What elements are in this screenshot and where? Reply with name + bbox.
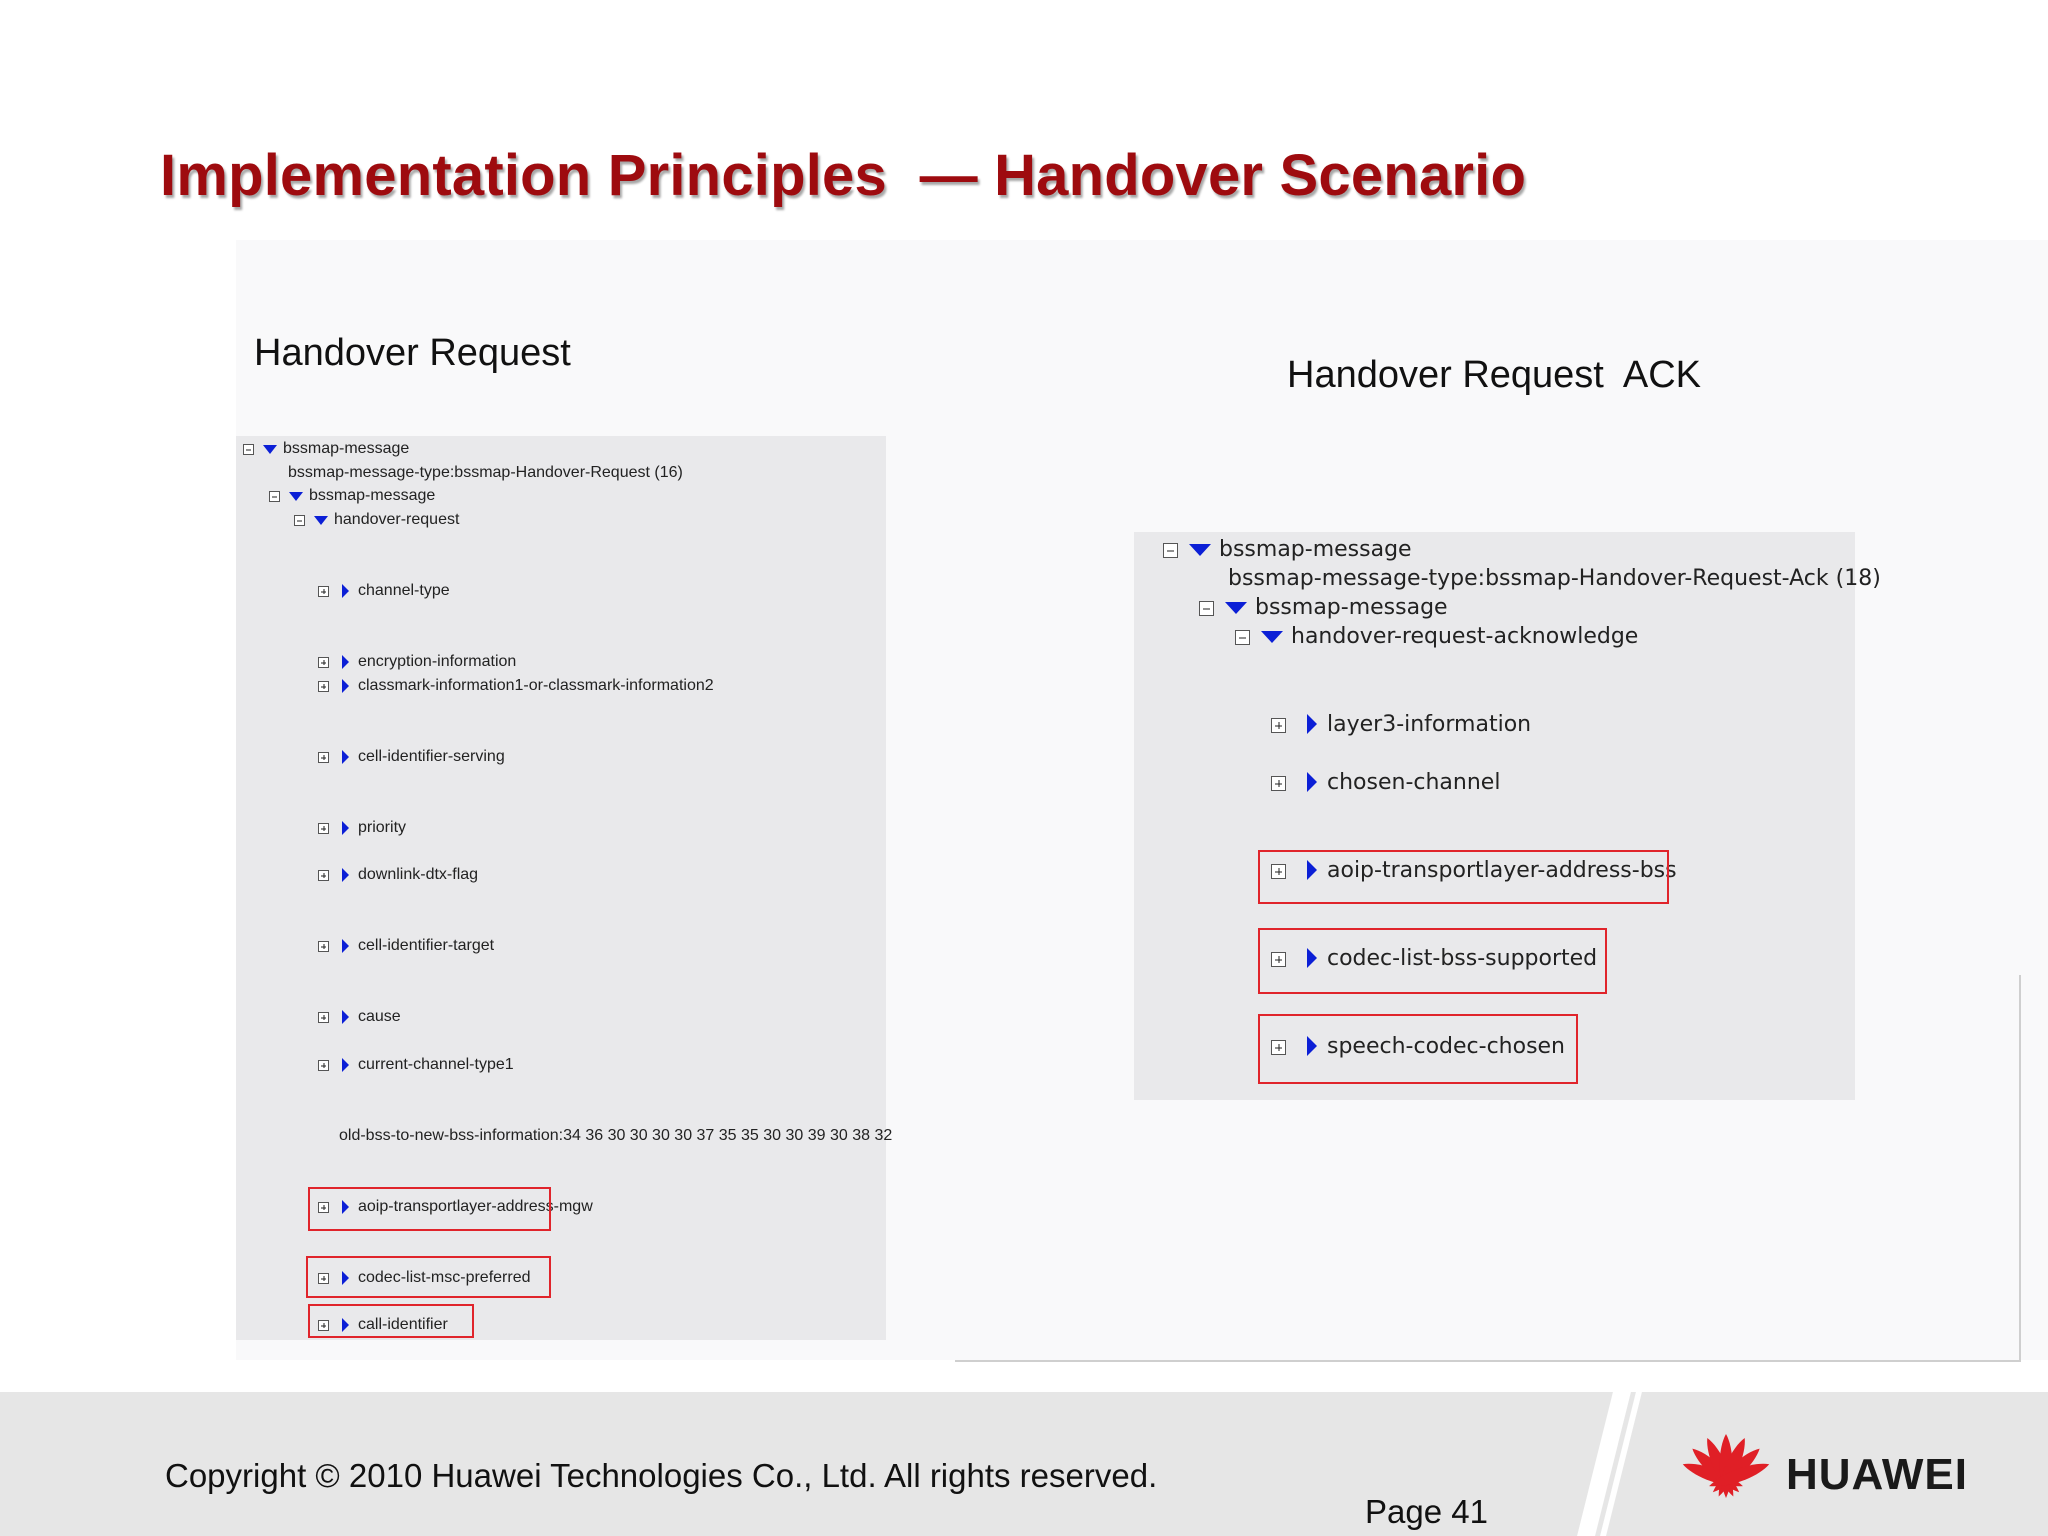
collapsed-arrow-icon	[342, 750, 349, 764]
tree-node-label: chosen-channel	[1327, 770, 1501, 795]
tree-node-label: handover-request	[334, 511, 460, 528]
expand-plus-icon[interactable]	[1271, 776, 1286, 791]
highlight-box	[1258, 1014, 1578, 1084]
expanded-arrow-icon	[1261, 631, 1283, 643]
tree-node-label: aoip-transportlayer-address-mgw	[358, 1198, 593, 1215]
collapse-minus-icon[interactable]	[1163, 543, 1178, 558]
highlight-box	[306, 1256, 551, 1298]
page-number: Page 41	[1365, 1493, 1488, 1530]
expand-plus-icon[interactable]	[318, 823, 329, 834]
tree-node-label: codec-list-msc-preferred	[358, 1269, 531, 1286]
tree-node-label: bssmap-message	[1219, 537, 1412, 562]
collapsed-arrow-icon	[342, 868, 349, 882]
collapsed-arrow-icon	[342, 584, 349, 598]
tree-node-label: bssmap-message	[283, 440, 410, 457]
expand-plus-icon[interactable]	[318, 1012, 329, 1023]
collapsed-arrow-icon	[1307, 772, 1317, 792]
collapse-minus-icon[interactable]	[294, 515, 305, 526]
highlight-box	[1258, 850, 1669, 904]
tree-node-label: downlink-dtx-flag	[358, 866, 479, 883]
huawei-logo-icon	[1676, 1430, 1776, 1504]
tree-node-label: layer3-information	[1327, 712, 1532, 737]
collapse-minus-icon[interactable]	[269, 491, 280, 502]
expand-plus-icon[interactable]	[318, 681, 329, 692]
collapsed-arrow-icon	[342, 655, 349, 669]
collapsed-arrow-icon	[342, 939, 349, 953]
tree-node-label: bssmap-message-type:bssmap-Handover-Request-Ack (18)	[1228, 566, 1881, 591]
tree-node-label: encryption-information	[358, 653, 517, 670]
tree-node-label: cause	[358, 1008, 401, 1025]
expand-plus-icon[interactable]	[318, 941, 329, 952]
highlight-box	[1258, 928, 1607, 994]
tree-node-label: call-identifier	[358, 1316, 448, 1333]
tree-node-label: bssmap-message-type:bssmap-Handover-Request (16)	[288, 464, 683, 481]
tree-node-label: channel-type	[358, 582, 450, 599]
slide-title: Implementation Principles — Handover Scenario	[160, 143, 1527, 208]
collapse-minus-icon[interactable]	[1235, 630, 1250, 645]
expanded-arrow-icon	[1189, 544, 1211, 556]
tree-node-label: priority	[358, 819, 407, 836]
tree-node-label: bssmap-message	[1255, 595, 1448, 620]
handover-request-label: Handover Request	[254, 332, 571, 374]
tree-node-label: handover-request-acknowledge	[1291, 624, 1639, 649]
expand-plus-icon[interactable]	[318, 870, 329, 881]
handover-request-tree	[236, 436, 893, 1340]
collapsed-arrow-icon	[342, 821, 349, 835]
collapsed-arrow-icon	[1307, 714, 1317, 734]
expand-plus-icon[interactable]	[1271, 718, 1286, 733]
tree-node-label: cell-identifier-target	[358, 937, 495, 954]
tree-node-label: current-channel-type1	[358, 1056, 514, 1073]
expand-plus-icon[interactable]	[318, 1060, 329, 1071]
collapse-minus-icon[interactable]	[1199, 601, 1214, 616]
expand-plus-icon[interactable]	[318, 586, 329, 597]
expanded-arrow-icon	[314, 516, 328, 525]
handover-request-ack-label: Handover Request ACK	[1287, 354, 1702, 396]
expand-plus-icon[interactable]	[318, 752, 329, 763]
collapsed-arrow-icon	[342, 1058, 349, 1072]
collapsed-arrow-icon	[342, 679, 349, 693]
huawei-logo-text: HUAWEI	[1786, 1450, 1968, 1499]
tree-node-label: bssmap-message	[309, 487, 436, 504]
expanded-arrow-icon	[1225, 602, 1247, 614]
expanded-arrow-icon	[263, 445, 277, 454]
collapsed-arrow-icon	[342, 1010, 349, 1024]
expanded-arrow-icon	[289, 492, 303, 501]
tree-node-label: codec-list-bss-supported	[1327, 946, 1598, 971]
handover-request-ack-tree	[1134, 532, 1881, 1100]
tree-node-label: classmark-information1-or-classmark-information2	[358, 677, 714, 694]
tree-node-label: old-bss-to-new-bss-information:34 36 30 30 30 30 37 35 35 30 30 39 30 38 32	[339, 1127, 893, 1144]
tree-node-label: cell-identifier-serving	[358, 748, 505, 765]
copyright-text: Copyright © 2010 Huawei Technologies Co., Ltd. All rights reserved.	[165, 1457, 1158, 1494]
tree-node-label: aoip-transportlayer-address-bss	[1327, 858, 1677, 883]
collapse-minus-icon[interactable]	[243, 444, 254, 455]
highlight-box	[308, 1304, 474, 1338]
highlight-box	[308, 1187, 551, 1231]
expand-plus-icon[interactable]	[318, 657, 329, 668]
tree-node-label: speech-codec-chosen	[1327, 1034, 1566, 1059]
